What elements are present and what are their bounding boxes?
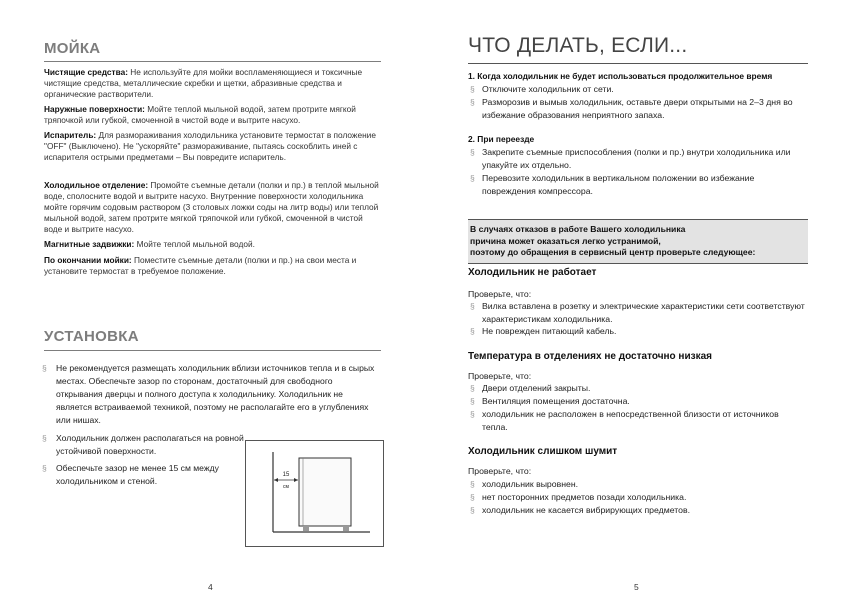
troubleshooting-banner <box>468 219 808 264</box>
install-bullet <box>42 462 256 488</box>
bullet-mark: § <box>470 505 475 515</box>
check-item <box>470 491 806 504</box>
bullet-mark: § <box>470 383 475 393</box>
install-bullet-text: Не рекомендуется размещать холодильник вблизи источников тепла и в сырых местах. Обеспечьте зазор по сторонам, достаточный для свободного открывания дверцы и полного доступа к холодильнику. Холодильник не является встраиваемой техникой, поэтому не располагайте его в углублениях или нишах. <box>56 363 375 425</box>
install-bullet <box>42 432 256 458</box>
check-label: Проверьте, что: <box>468 371 532 381</box>
check-item <box>470 478 806 491</box>
wash-paragraph-evaporator <box>44 130 382 163</box>
section1-bullet-text: Отключите холодильник от сети. <box>482 84 614 94</box>
wash-paragraph-lead: По окончании мойки: <box>44 255 132 265</box>
bullet-mark: § <box>42 433 47 443</box>
bullet-mark: § <box>470 301 475 311</box>
bullet-mark: § <box>470 409 475 419</box>
bullet-mark: § <box>470 147 475 157</box>
wash-paragraph-cleaners <box>44 67 382 100</box>
bullet-mark: § <box>470 326 475 336</box>
check-item <box>470 408 806 434</box>
check-item-text: Не поврежден питающий кабель. <box>482 326 617 336</box>
check-item <box>470 325 806 338</box>
problem-heading: Холодильник не работает <box>468 267 597 278</box>
check-item-text: Вентиляция помещения достаточна. <box>482 396 630 406</box>
page-title: ЧТО ДЕЛАТЬ, ЕСЛИ... <box>468 34 688 57</box>
bullet-mark: § <box>470 97 475 107</box>
wash-paragraph-fridge-compartment <box>44 180 382 235</box>
section2-bullet-text: Закрепите съемные приспособления (полки и пр.) внутри холодильника или упакуйте их отдельно. <box>482 147 791 170</box>
section1-bullet <box>470 83 806 96</box>
check-item <box>470 382 806 395</box>
wash-paragraph-lead: Магнитные задвижки: <box>44 239 135 249</box>
section2-bullet <box>470 172 806 198</box>
check-label: Проверьте, что: <box>468 289 532 299</box>
wash-paragraph-lead: Холодильное отделение: <box>44 180 149 190</box>
wash-paragraph-text: Мойте теплой мыльной водой. <box>134 239 255 249</box>
clearance-label-unit: см <box>283 484 289 490</box>
wash-title-rule <box>44 61 381 62</box>
bullet-mark: § <box>42 463 47 473</box>
check-item-text: холодильник не касается вибрирующих предметов. <box>482 505 690 515</box>
install-bullet-text: Холодильник должен располагаться на ровной устойчивой поверхности. <box>56 433 244 456</box>
wash-paragraph-finish <box>44 255 382 277</box>
wash-paragraph-text: Не используйте для мойки воспламеняющиеся и токсичные чистящие средства, металлические скребки и щетки, абразивные средства и органические растворители. <box>44 67 363 99</box>
right-page <box>421 0 842 595</box>
section1-heading: 1. Когда холодильник не будет использоваться продолжительное время <box>468 71 773 81</box>
page-number-right: 5 <box>634 582 639 592</box>
wash-paragraph-magnets <box>44 239 382 250</box>
install-title-rule <box>44 350 381 351</box>
check-item <box>470 395 806 408</box>
banner-line: В случаях отказов в работе Вашего холодильника <box>470 224 686 234</box>
problem-heading: Температура в отделениях не достаточно низкая <box>468 351 712 362</box>
section1-bullet-text: Разморозив и вымыв холодильник, оставьте двери открытыми на 2–3 дня во избежание образования неприятного запаха. <box>482 97 793 120</box>
check-item-text: Вилка вставлена в розетку и электрические характеристики сети соответствуют характеристикам холодильника. <box>482 301 805 324</box>
wash-paragraph-text: Мойте теплой мыльной водой, затем протрите мягкой тряпочкой или губкой, смоченной в чистой воде и вытрите насухо. <box>44 104 356 125</box>
wash-paragraph-text: Для размораживания холодильника установите термостат в положение "OFF" (Выключено). Не "ускоряйте" размораживание, пытаясь соскоблить иней с испарителя острыми предметами – Вы повредите испаритель. <box>44 130 376 162</box>
banner-line: поэтому до обращения в сервисный центр проверьте следующее: <box>470 247 756 257</box>
check-item-text: Двери отделений закрыты. <box>482 383 591 393</box>
section2-bullet-text: Перевозите холодильник в вертикальном положении во избежание повреждения компрессора. <box>482 173 755 196</box>
install-title: УСТАНОВКА <box>44 328 139 345</box>
wash-paragraph-lead: Наружные поверхности: <box>44 104 145 114</box>
banner-line: причина может оказаться легко устранимой, <box>470 235 661 246</box>
wash-paragraph-text: Промойте съемные детали (полки и пр.) в теплой мыльной воде, сполосните водой и вытрите насухо. Внутренние поверхности холодильника мойте горячим содовым раствором (3 столовых ложки соды на литр воды) или теплой мыльной водой, затем протрите мягкой тряпочкой или губкой, смоченной в чистой воде и вытрите насухо. <box>44 180 379 234</box>
install-bullet-text: Обеспечьте зазор не менее 15 см между холодильником и стеной. <box>56 463 219 486</box>
bullet-mark: § <box>470 84 475 94</box>
wash-paragraph-lead: Испаритель: <box>44 130 97 140</box>
check-item-text: холодильник не расположен в непосредственной близости от источников тепла. <box>482 409 779 432</box>
title-rule <box>468 63 808 64</box>
check-item <box>470 300 806 326</box>
section2-bullet <box>470 146 806 172</box>
page-number-left: 4 <box>208 582 213 592</box>
check-item-text: нет посторонних предметов позади холодильника. <box>482 492 687 502</box>
bullet-mark: § <box>470 173 475 183</box>
wash-paragraph-exterior <box>44 104 382 126</box>
wash-paragraph-text: Поместите съемные детали (полки и пр.) на свои места и установите термостат в требуемое положение. <box>44 255 357 276</box>
clearance-illustration <box>245 440 385 548</box>
check-label: Проверьте, что: <box>468 466 532 476</box>
check-item <box>470 504 806 517</box>
install-bullet <box>42 362 381 427</box>
bullet-mark: § <box>470 396 475 406</box>
clearance-label-number: 15 <box>282 472 290 478</box>
section2-heading: 2. При переезде <box>468 134 535 144</box>
bullet-mark: § <box>470 479 475 489</box>
check-item-text: холодильник выровнен. <box>482 479 579 489</box>
bullet-mark: § <box>470 492 475 502</box>
wash-paragraph-lead: Чистящие средства: <box>44 67 128 77</box>
section1-bullet <box>470 96 806 122</box>
wash-title: МОЙКА <box>44 40 101 57</box>
bullet-mark: § <box>42 363 47 373</box>
problem-heading: Холодильник слишком шумит <box>468 446 618 457</box>
